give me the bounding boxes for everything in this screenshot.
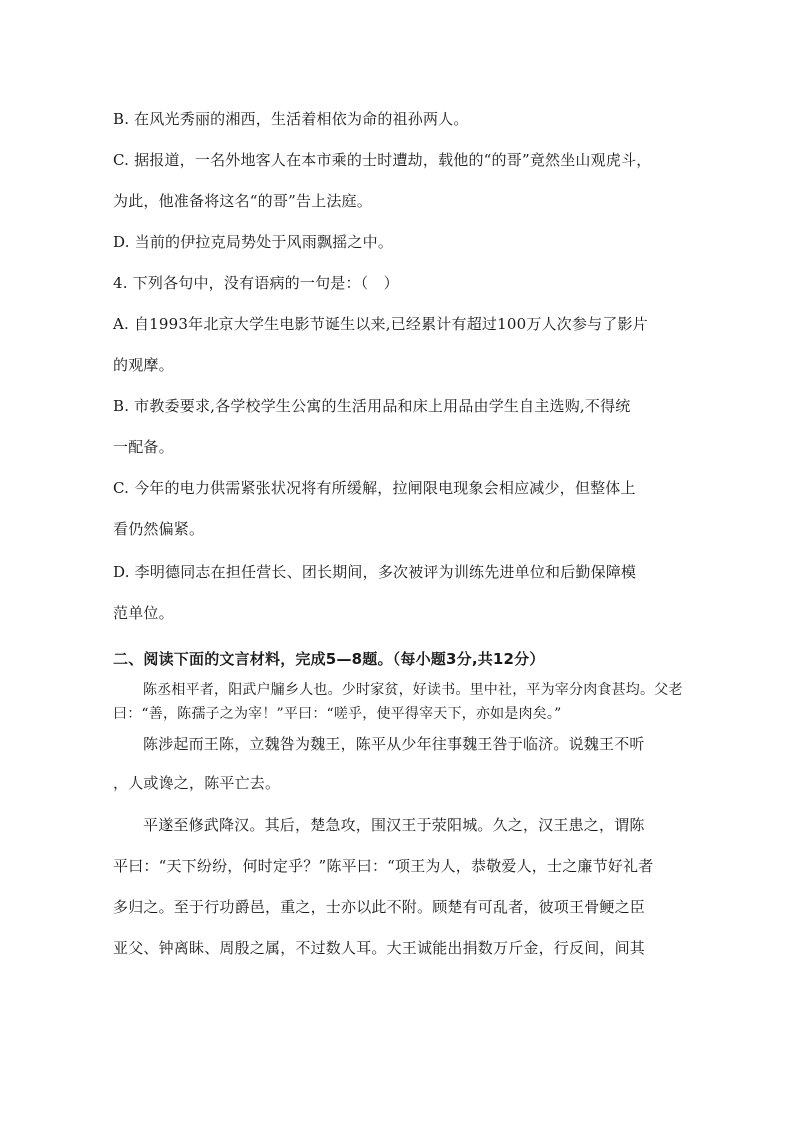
passage-line-4: ，人或谗之，陈平亡去。 — [113, 774, 281, 792]
passage-line-2: 曰：“善，陈孺子之为宰！”平曰：“嗟乎，使平得宰天下，亦如是肉矣。” — [113, 706, 562, 722]
q4-option-c-line-1: C. 今年的电力供需紧张状况将有所缓解，拉闸限电现象会相应减少，但整体上 — [113, 479, 636, 497]
q4-option-b-line-2: 一配备。 — [113, 438, 174, 456]
q4-option-b-line-1: B. 市教委要求,各学校学生公寓的生活用品和床上用品由学生自主选购,不得统 — [113, 397, 631, 415]
option-b-line: B. 在风光秀丽的湘西，生活着相依为命的祖孙两人。 — [113, 110, 469, 128]
q4-option-a-line-1: A. 自1993年北京大学生电影节诞生以来,已经累计有超过100万人次参与了影片 — [113, 315, 648, 333]
passage-line-7: 多归之。至于行功爵邑，重之，士亦以此不附。顾楚有可乱者，彼项王骨鲠之臣 — [113, 898, 646, 916]
option-c-line-2: 为此，他准备将这名“的哥”告上法庭。 — [113, 192, 372, 210]
q4-option-c-line-2: 看仍然偏紧。 — [113, 520, 205, 538]
section-two-heading: 二、阅读下面的文言材料，完成5—8题。（每小题3分,共12分） — [113, 650, 545, 668]
option-c-line-1: C. 据报道，一名外地客人在本市乘的士时遭劫，载他的“的哥”竟然坐山观虎斗， — [113, 151, 652, 169]
passage-line-8: 亚父、钟离眛、周殷之属，不过数人耳。大王诚能出捐数万斤金，行反间，间其 — [113, 939, 646, 957]
q4-option-d-line-2: 范单位。 — [113, 604, 174, 622]
q4-option-d-line-1: D. 李明德同志在担任营长、团长期间，多次被评为训练先进单位和后勤保障模 — [113, 563, 637, 581]
passage-line-6: 平曰：“天下纷纷，何时定乎？”陈平曰：“项王为人，恭敬爱人，士之廉节好礼者 — [113, 857, 654, 875]
passage-line-1: 陈丞相平者，阳武户牖乡人也。少时家贫，好读书。里中社，平为宰分肉食甚均。父老 — [143, 682, 683, 698]
question-4-stem: 4. 下列各句中，没有语病的一句是：（ ） — [113, 274, 399, 292]
passage-line-3: 陈涉起而王陈，立魏咎为魏王，陈平从少年往事魏王咎于临济。说魏王不听 — [143, 735, 645, 753]
option-d-line: D. 当前的伊拉克局势处于风雨飘摇之中。 — [113, 233, 394, 251]
q4-option-a-line-2: 的观摩。 — [113, 356, 174, 374]
passage-line-5: 平遂至修武降汉。其后，楚急攻，围汉王于荥阳城。久之，汉王患之，谓陈 — [143, 816, 645, 834]
